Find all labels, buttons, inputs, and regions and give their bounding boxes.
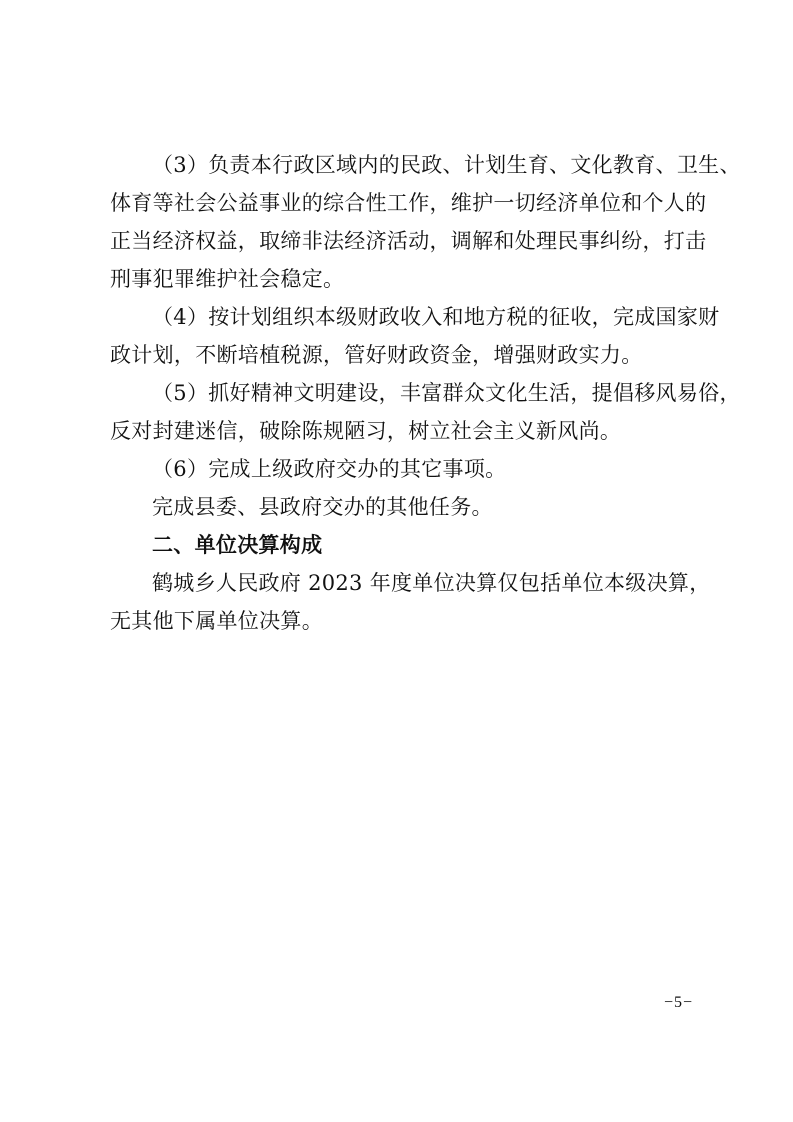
paragraph-4-line-1: （4）按计划组织本级财政收入和地方税的征收，完成国家财 [152, 305, 720, 329]
composition-line-1: 鹤城乡人民政府 2023 年度单位决算仅包括单位本级决算， [152, 571, 711, 595]
section-heading: 二、单位决算构成 [152, 533, 323, 557]
paragraph-5-line-1: （5）抓好精神文明建设，丰富群众文化生活，提倡移风易俗， [152, 381, 741, 405]
paragraph-6-line-1: （6）完成上级政府交办的其它事项。 [152, 457, 507, 481]
paragraph-3-line-2: 体育等社会公益事业的综合性工作，维护一切经济单位和个人的 [110, 191, 707, 215]
paragraph-3-line-1: （3）负责本行政区域内的民政、计划生育、文化教育、卫生、 [152, 153, 741, 177]
paragraph-3-line-3: 正当经济权益，取缔非法经济活动，调解和处理民事纠纷，打击 [110, 229, 707, 253]
paragraph-5-line-2: 反对封建迷信，破除陈规陋习，树立社会主义新风尚。 [110, 419, 622, 443]
page-number: −5− [663, 994, 693, 1011]
paragraph-other-tasks: 完成县委、县政府交办的其他任务。 [152, 495, 493, 519]
composition-line-2: 无其他下属单位决算。 [110, 609, 323, 633]
paragraph-3-line-4: 刑事犯罪维护社会稳定。 [110, 267, 345, 291]
paragraph-4-line-2: 政计划，不断培植税源，管好财政资金，增强财政实力。 [110, 343, 643, 367]
